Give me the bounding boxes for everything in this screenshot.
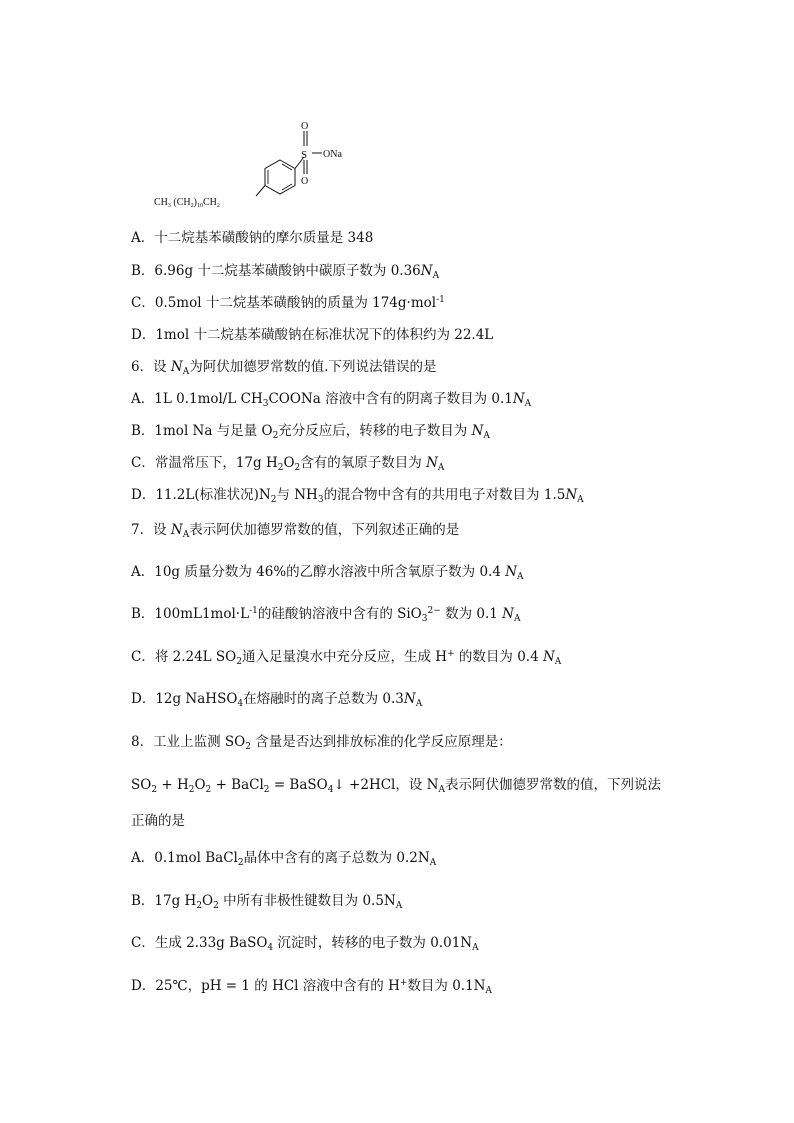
q7-option-b: B．$100mL1mol\cdot L^{-1}$的硅酸钠溶液中含有的 SiO$_3^{2-}$ 数为 0.1 $N_A$: [131, 606, 521, 624]
benzene-ring: [265, 160, 295, 194]
oxygen-top: O: [301, 121, 309, 132]
q7-option-a: A．10g 质量分数为 46%的乙醇水溶液中所含氧原子数为 0.4 $N_A$: [131, 564, 524, 582]
q6-option-c: C．常温常压下，17g $H_2O_2$含有的氧原子数目为 $N_A$: [131, 455, 445, 473]
q8-equation: $SO_2 + H_2O_2$ + BaCl$_2$ = BaSO$_4$↓ +2HCl，设 $N_A$表示阿伏伽德罗常数的值，下列说法: [131, 777, 661, 795]
q5-option-d: D．1mol 十二烷基苯磺酸钠在标准状况下的体积约为 22.4L: [131, 327, 494, 343]
q8-stem: 8．工业上监测 $SO_2$ 含量是否达到排放标准的化学反应原理是：: [131, 734, 512, 752]
q5-option-c: C．0.5mol 十二烷基苯磺酸钠的质量为 174g·mol$^{-1}$: [131, 295, 445, 311]
q8-option-b: B．17g $H_2O_2$ 中所有非极性键数目为 $0.5N_A$: [131, 893, 403, 911]
sulfur-atom: S: [301, 149, 308, 161]
oxygen-bottom: O: [301, 176, 309, 187]
q8-stem-continued: 正确的是: [131, 813, 185, 829]
q8-option-d: D．25℃，pH = 1 的 HCl 溶液中含有的 H+数目为 $0.1N_A$: [131, 978, 492, 996]
q6-option-b: B．1mol Na 与足量 $O_2$充分反应后，转移的电子数目为 $N_A$: [131, 423, 490, 441]
q6-stem: 6．设 $N_A$为阿伏加德罗常数的值.下列说法错误的是: [131, 359, 437, 377]
q7-option-d: D．12g NaHSO$_4$在熔融时的离子总数为 $0.3N_A$: [131, 691, 423, 709]
q6-option-a: A．1L 0.1mol/L $CH_3COONa$ 溶液中含有的阴离子数目为 $0.1N_A$: [131, 391, 532, 409]
q7-stem: 7．设 $N_A$表示阿伏加德罗常数的值，下列叙述正确的是: [131, 522, 460, 540]
q7-option-c: C．将 2.24L $SO_2$通入足量溴水中充分反应，生成 H+ 的数目为 0.4 $N_A$: [131, 649, 562, 667]
q5-option-a: A．十二烷基苯磺酸钠的摩尔质量是 348: [131, 230, 374, 246]
q5-option-b: B．6.96g 十二烷基苯磺酸钠中碳原子数为 $0.36N_A$: [131, 263, 440, 281]
q8-option-c: C．生成 2.33g BaSO$_4$ 沉淀时，转移的电子数为 $0.01N_A$: [131, 935, 479, 953]
dodecylbenzenesulfonate-structure: [150, 112, 370, 212]
q6-option-d: D．11.2L(标准状况)$N_2$与 $NH_3$的混合物中含有的共用电子对数目为 $1.5N_A$: [131, 487, 584, 505]
q8-option-a: A．0.1mol BaCl$_2$晶体中含有的离子总数为 $0.2N_A$: [131, 850, 437, 868]
ona-group: ONa: [323, 149, 342, 160]
alkyl-chain-label: $CH_3$ $(CH_2)_{10}CH_2$: [154, 197, 220, 209]
